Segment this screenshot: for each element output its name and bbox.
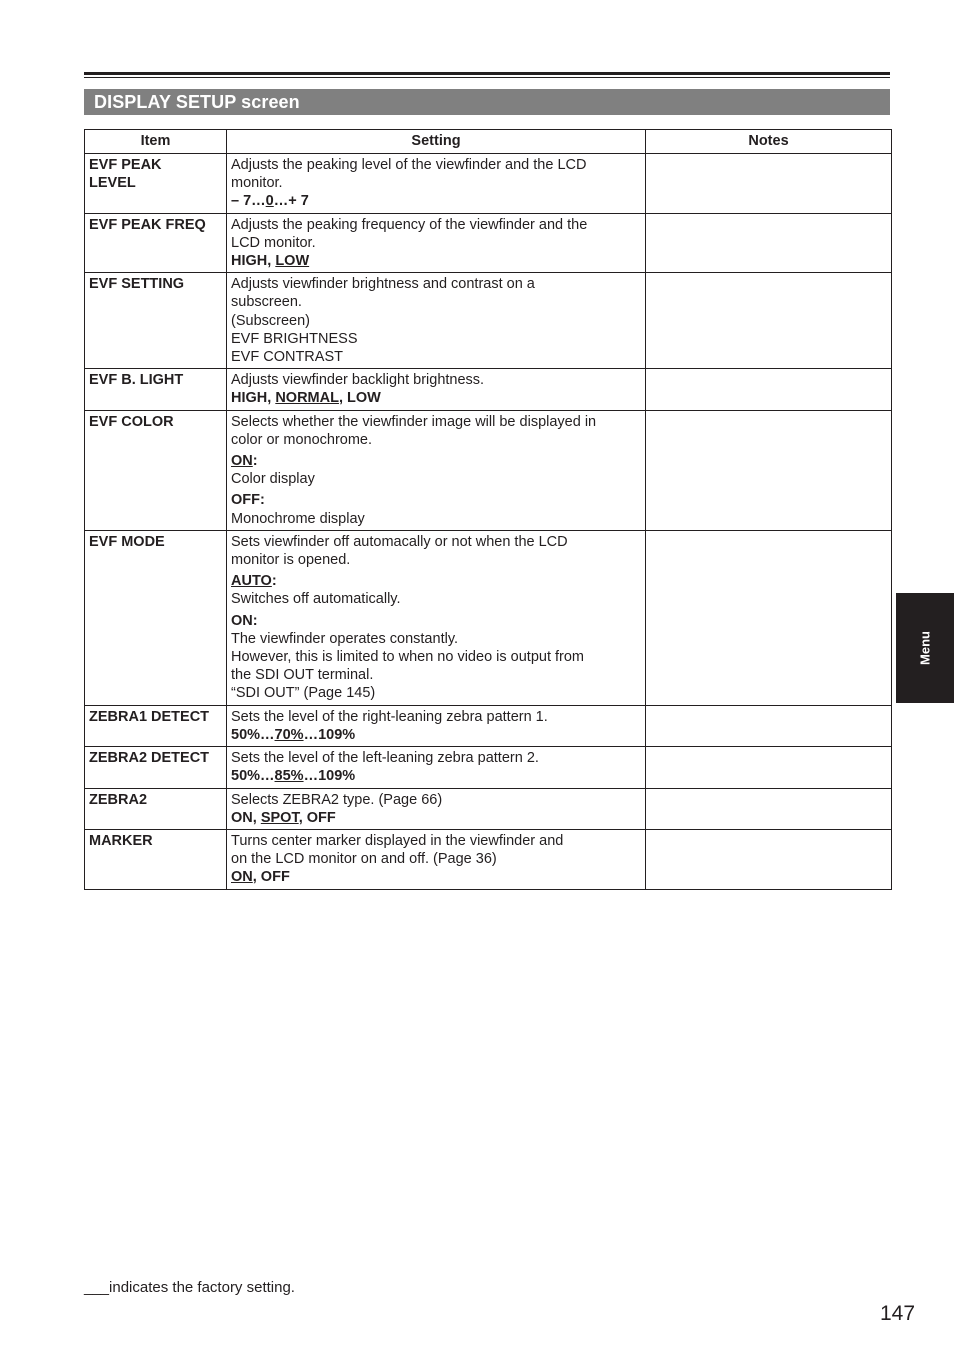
option-value: ON: — [231, 612, 258, 629]
setting-description: EVF BRIGHTNESS — [231, 330, 358, 347]
factory-default-value: 70% — [274, 726, 304, 743]
table-row — [85, 410, 892, 530]
table-row — [85, 788, 892, 829]
choice-label — [231, 452, 641, 470]
setting-description: monitor. — [231, 175, 283, 192]
option-values: HIGH, — [231, 390, 276, 407]
setting-cell — [227, 829, 646, 889]
setting-cell — [227, 154, 646, 214]
item-name: EVF PEAK — [89, 157, 162, 173]
setting-description: color or monochrome. — [231, 431, 373, 448]
item-name: MARKER — [89, 832, 153, 849]
item-cell — [85, 213, 227, 273]
setting-description: monitor is opened. — [231, 552, 351, 569]
item-cell — [85, 829, 227, 889]
setting-description: on the LCD monitor on and off. (Page 36) — [231, 851, 497, 868]
option-values: 50%… — [231, 768, 275, 785]
item-cell — [85, 154, 227, 214]
top-rule — [84, 72, 890, 75]
footnote-text: indicates the factory setting. — [109, 1279, 295, 1296]
option-values: …+ 7 — [273, 193, 309, 210]
notes-cell — [646, 829, 892, 889]
table-row — [85, 154, 892, 214]
setting-description: Sets the level of the left-leaning zebra pattern 2. — [231, 750, 539, 767]
setting-description: subscreen. — [231, 294, 302, 311]
factory-default-value: AUTO — [231, 573, 272, 590]
option-values: , OFF — [252, 869, 290, 886]
table-row — [85, 705, 892, 746]
item-cell — [85, 705, 227, 746]
table-row — [85, 369, 892, 410]
top-rule-secondary — [84, 77, 890, 78]
setting-cell — [227, 273, 646, 369]
choice-description: However, this is limited to when no video is output from — [231, 649, 584, 666]
option-values: , OFF — [298, 809, 336, 826]
item-name: EVF COLOR — [89, 413, 174, 430]
item-name: EVF MODE — [89, 533, 165, 550]
factory-default-value: 0 — [265, 193, 274, 210]
choice-colon: : — [271, 573, 277, 590]
column-header-item: Item — [85, 130, 227, 154]
footnote-underline-mark: ___ — [84, 1279, 110, 1296]
setting-cell — [227, 530, 646, 705]
item-name: EVF B. LIGHT — [89, 372, 184, 389]
notes-cell — [646, 705, 892, 746]
page-number: 147 — [880, 1302, 916, 1325]
choice-description: Switches off automatically. — [231, 591, 401, 608]
setting-description: Adjusts the peaking level of the viewfinder and the LCD — [231, 157, 587, 173]
item-cell — [85, 410, 227, 530]
setting-description: Adjusts viewfinder backlight brightness. — [231, 372, 485, 389]
notes-cell — [646, 154, 892, 214]
item-cell — [85, 273, 227, 369]
setting-cell — [227, 705, 646, 746]
setting-options — [231, 809, 641, 827]
section-title: DISPLAY SETUP screen — [94, 91, 300, 112]
notes-cell — [646, 747, 892, 788]
setting-description: Sets the level of the right-leaning zebra pattern 1. — [231, 708, 548, 725]
setting-description: Selects ZEBRA2 type. (Page 66) — [231, 791, 443, 808]
setting-description: Sets viewfinder off automacally or not when the LCD — [231, 533, 568, 550]
choice-description: The viewfinder operates constantly. — [231, 630, 459, 647]
notes-cell — [646, 410, 892, 530]
factory-default-value: ON — [231, 869, 253, 886]
setting-cell — [227, 788, 646, 829]
column-header-notes: Notes — [646, 130, 892, 154]
factory-default-value: SPOT — [260, 809, 299, 826]
item-cell — [85, 369, 227, 410]
option-values: …109% — [303, 726, 356, 743]
option-values: …109% — [303, 768, 356, 785]
setting-cell — [227, 747, 646, 788]
setting-cell — [227, 410, 646, 530]
item-name: EVF SETTING — [89, 276, 185, 293]
notes-cell — [646, 530, 892, 705]
setting-options — [231, 192, 641, 210]
choice-description: Color display — [231, 471, 315, 488]
option-values: HIGH, — [231, 253, 276, 270]
option-values: 50%… — [231, 726, 275, 743]
notes-cell — [646, 369, 892, 410]
item-name: ZEBRA2 DETECT — [89, 750, 210, 767]
table-row — [85, 829, 892, 889]
setting-options — [231, 767, 641, 785]
column-header-setting: Setting — [227, 130, 646, 154]
side-tab — [896, 593, 954, 703]
choice-description: “SDI OUT” (Page 145) — [231, 685, 376, 702]
choice-colon: : — [252, 453, 258, 470]
item-name: LEVEL — [89, 175, 136, 192]
table-header-row — [85, 130, 892, 154]
table-row — [85, 747, 892, 788]
notes-cell — [646, 273, 892, 369]
factory-default-value: 85% — [274, 768, 304, 785]
option-value: OFF: — [231, 492, 265, 509]
setting-options — [231, 252, 641, 270]
settings-table — [84, 129, 892, 890]
setting-description: Turns center marker displayed in the viewfinder and — [231, 832, 564, 849]
choice-description: the SDI OUT terminal. — [231, 667, 374, 684]
setting-description: Adjusts the peaking frequency of the viewfinder and the — [231, 216, 588, 233]
setting-options — [231, 868, 641, 886]
item-name: ZEBRA2 — [89, 791, 148, 808]
table-row — [85, 273, 892, 369]
option-values: – 7… — [231, 193, 266, 210]
notes-cell — [646, 213, 892, 273]
table-row — [85, 530, 892, 705]
section-header-bar — [84, 89, 890, 115]
setting-description: (Subscreen) — [231, 312, 310, 329]
factory-default-value: ON — [231, 453, 253, 470]
setting-cell — [227, 369, 646, 410]
item-cell — [85, 747, 227, 788]
setting-description: Selects whether the viewfinder image will be displayed in — [231, 413, 597, 430]
choice-label — [231, 612, 641, 630]
table-body — [85, 154, 892, 890]
factory-setting-footnote — [84, 1279, 295, 1297]
factory-default-value: NORMAL — [275, 390, 339, 407]
setting-description: EVF CONTRAST — [231, 349, 343, 366]
table-row — [85, 213, 892, 273]
choice-label — [231, 491, 641, 509]
setting-description: LCD monitor. — [231, 234, 316, 251]
notes-cell — [646, 788, 892, 829]
choice-description: Monochrome display — [231, 510, 365, 527]
option-values: ON, — [231, 809, 261, 826]
setting-options — [231, 389, 641, 407]
choice-label — [231, 572, 641, 590]
item-cell — [85, 530, 227, 705]
setting-cell — [227, 213, 646, 273]
option-values: , LOW — [338, 390, 381, 407]
side-tab-label: Menu — [917, 631, 933, 665]
setting-description: Adjusts viewfinder brightness and contrast on a — [231, 276, 535, 293]
setting-options — [231, 726, 641, 744]
item-name: ZEBRA1 DETECT — [89, 708, 210, 725]
factory-default-value: LOW — [275, 253, 310, 270]
item-cell — [85, 788, 227, 829]
item-name: EVF PEAK FREQ — [89, 216, 206, 233]
